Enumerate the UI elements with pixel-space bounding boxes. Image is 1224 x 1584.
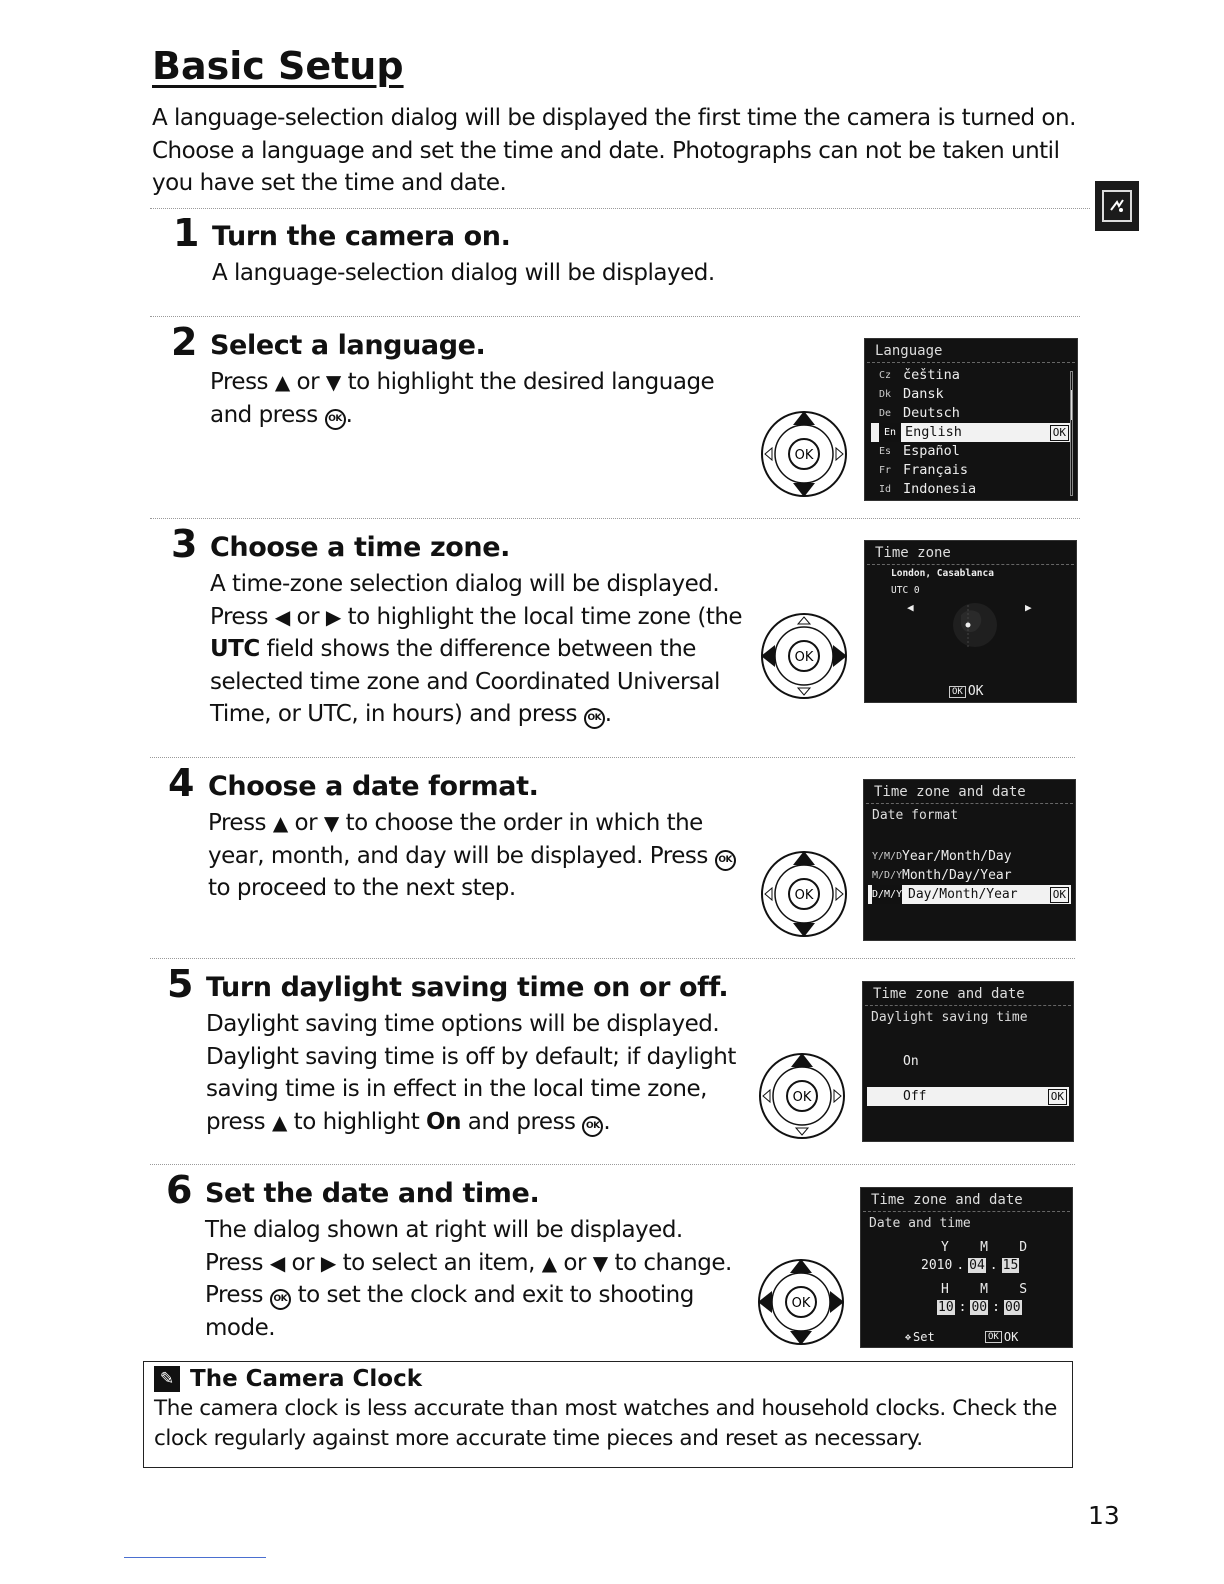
side-tab xyxy=(1095,181,1139,231)
step-number: 1 xyxy=(173,211,200,255)
ok-tag: OK xyxy=(1048,1089,1067,1105)
up-arrow-icon: ▲ xyxy=(274,370,290,394)
language-screen xyxy=(864,338,1078,501)
step-number: 2 xyxy=(171,320,198,364)
step-title: Choose a time zone. xyxy=(210,532,510,563)
step-title: Set the date and time. xyxy=(205,1178,540,1209)
screen-subtitle: Date format xyxy=(872,808,959,823)
screen-title: Language xyxy=(867,339,1075,363)
language-item[interactable]: Fr Français xyxy=(879,462,969,478)
down-arrow-icon: ▼ xyxy=(592,1250,608,1275)
multi-selector-icon: ✥ xyxy=(905,1331,912,1343)
year-field[interactable]: 2010 xyxy=(921,1258,953,1273)
step-body: Press ▲ or ▼ to highlight the desired language and press OK . xyxy=(210,369,715,428)
ok-button-icon: OK xyxy=(715,850,736,871)
screen-subtitle: Date and time xyxy=(869,1216,971,1231)
screen-subtitle: Daylight saving time xyxy=(871,1010,1028,1025)
multi-selector-all-directions-icon xyxy=(756,1257,846,1347)
divider xyxy=(150,958,1075,959)
up-arrow-icon: ▲ xyxy=(272,811,288,835)
right-arrow-icon: ▶ xyxy=(325,604,341,629)
svg-text:OK: OK xyxy=(794,650,814,665)
ok-button-icon: OK xyxy=(584,708,605,729)
step-title: Select a language. xyxy=(210,330,486,361)
date-time-screen xyxy=(860,1187,1073,1348)
date-format-option-selected[interactable]: D/M/Y Day/Month/Year OK xyxy=(868,885,1071,904)
screen-title: Time zone and date xyxy=(865,982,1071,1006)
divider xyxy=(150,757,1075,758)
step-number: 5 xyxy=(167,962,194,1006)
step-title: Turn daylight saving time on or off. xyxy=(206,972,729,1003)
language-item[interactable]: Dk Dansk xyxy=(879,386,944,402)
language-item[interactable]: Id Indonesia xyxy=(879,481,977,497)
ok-button-icon: OK xyxy=(325,409,346,430)
day-field[interactable]: 15 xyxy=(1002,1258,1019,1273)
scrollbar[interactable] xyxy=(1070,371,1073,496)
step-body: Daylight saving time options will be displayed. Daylight saving time is off by default; if daylight saving time is in effect in the local time zone, press ▲ to highlight On and press OK . xyxy=(206,1011,736,1135)
down-arrow-icon: ▼ xyxy=(323,811,339,835)
left-arrow-icon: ◀ xyxy=(269,1250,285,1275)
dst-option-off-selected[interactable]: Off OK xyxy=(867,1087,1069,1106)
minute-field[interactable]: 00 xyxy=(971,1300,988,1315)
right-arrow-icon: ▶ xyxy=(320,1250,336,1275)
down-arrow-icon: ▼ xyxy=(325,370,341,394)
multi-selector-up-icon xyxy=(757,1051,847,1141)
language-item[interactable]: Es Español xyxy=(879,443,960,459)
note-title: ✎ The Camera Clock xyxy=(154,1366,1062,1392)
step-body: A time-zone selection dialog will be displayed. Press ◀ or ▶ to highlight the local time zone (the UTC field shows the difference between the selected time zone and Coordinated Universal Time, or UTC, in hours) and press OK . xyxy=(210,571,743,727)
ok-tag: OK xyxy=(1050,887,1069,903)
ok-tag: OK xyxy=(1050,425,1069,441)
set-hint: ✥ Set xyxy=(905,1330,935,1344)
language-item-selected[interactable]: En English OK xyxy=(871,423,1071,442)
ok-hint: OK OK xyxy=(949,684,984,699)
daylight-saving-screen xyxy=(862,981,1074,1142)
time-zone-city: London, Casablanca xyxy=(891,568,994,579)
multi-selector-up-down-icon xyxy=(759,849,849,939)
up-arrow-icon: ▲ xyxy=(271,1109,287,1134)
step-number: 3 xyxy=(171,522,198,566)
language-item[interactable]: De Deutsch xyxy=(879,405,960,421)
note-box xyxy=(143,1361,1073,1468)
step-number: 4 xyxy=(168,761,195,805)
footer-line xyxy=(124,1557,266,1558)
divider xyxy=(150,208,1090,209)
month-field[interactable]: 04 xyxy=(969,1258,985,1273)
utc-offset: UTC 0 xyxy=(891,585,920,596)
screen-title: Time zone and date xyxy=(863,1188,1070,1212)
date-format-option[interactable]: M/D/Y Month/Day/Year xyxy=(872,868,1012,883)
date-format-screen xyxy=(863,779,1076,941)
divider xyxy=(150,316,1080,317)
step-body: The dialog shown at right will be displayed. Press ◀ or ▶ to select an item, ▲ or ▼ to change. Press OK to set the clock and exit to shooting mode. xyxy=(205,1217,732,1341)
time-fields-header: H M S xyxy=(941,1282,1028,1297)
step-body: A language-selection dialog will be displayed. xyxy=(212,260,715,286)
multi-selector-up-down-icon xyxy=(759,409,849,499)
intro-paragraph: A language-selection dialog will be displayed the first time the camera is turned on. Choose a language and set the time and date. Photographs can not be taken until you have set the time and date. xyxy=(152,105,1076,196)
right-arrow-icon[interactable]: ▶ xyxy=(1025,601,1032,614)
svg-text:OK: OK xyxy=(794,448,814,463)
svg-text:OK: OK xyxy=(792,1090,812,1105)
left-arrow-icon: ◀ xyxy=(274,604,290,629)
date-format-option[interactable]: Y/M/D Year/Month/Day xyxy=(872,849,1012,864)
pencil-icon: ✎ xyxy=(154,1366,180,1392)
multi-selector-left-right-icon xyxy=(759,611,849,701)
ok-hint: OK OK xyxy=(985,1330,1018,1344)
svg-text:OK: OK xyxy=(794,888,814,903)
world-map-icon xyxy=(865,595,1077,675)
setup-icon xyxy=(1102,190,1132,222)
hour-field[interactable]: 10 xyxy=(938,1300,954,1315)
step-body: Press ▲ or ▼ to choose the order in which the year, month, and day will be displayed. Press OK to proceed to the next step. xyxy=(208,807,748,905)
step-number: 6 xyxy=(166,1168,193,1212)
date-fields-header: Y M D xyxy=(941,1240,1028,1255)
date-fields: 2010 . 04 . 15 xyxy=(921,1258,1019,1273)
note-text: The camera clock is less accurate than most watches and household clocks. Check the clock regularly against more accurate time pieces and reset as necessary. xyxy=(154,1396,1057,1451)
left-arrow-icon[interactable]: ◀ xyxy=(907,601,914,614)
step-title: Turn the camera on. xyxy=(212,221,511,252)
time-fields: 10 : 00 : 00 xyxy=(938,1300,1021,1315)
dst-option-on[interactable]: On xyxy=(903,1054,919,1069)
page-number: 13 xyxy=(1088,1501,1120,1530)
language-item[interactable]: Cz čeština xyxy=(879,367,960,383)
svg-text:OK: OK xyxy=(791,1296,811,1311)
up-arrow-icon: ▲ xyxy=(541,1250,557,1275)
time-zone-screen xyxy=(864,540,1077,703)
divider xyxy=(150,1164,1075,1165)
ok-button-icon: OK xyxy=(270,1289,291,1310)
step-title: Choose a date format. xyxy=(208,771,539,802)
second-field[interactable]: 00 xyxy=(1004,1300,1021,1315)
screen-title: Time zone xyxy=(867,541,1074,565)
divider xyxy=(150,518,1080,519)
ok-button-icon: OK xyxy=(582,1116,603,1137)
screen-title: Time zone and date xyxy=(866,780,1073,804)
page-title: Basic Setup xyxy=(152,44,404,88)
